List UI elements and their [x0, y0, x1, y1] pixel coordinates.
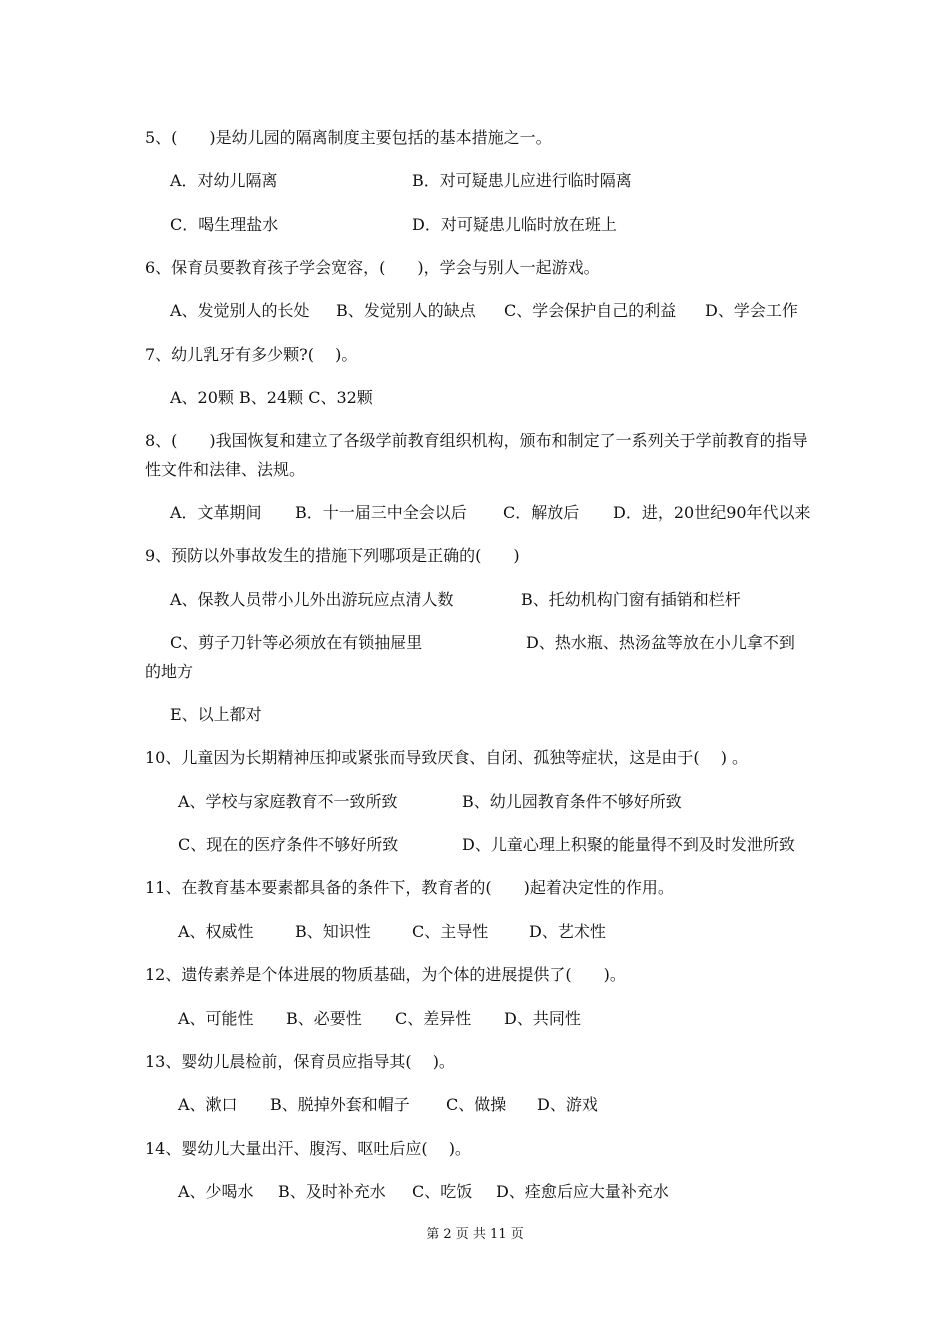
q5-option-d: D．对可疑患儿临时放在班上	[412, 215, 617, 234]
q14-option-d: D、痊愈后应大量补充水	[496, 1182, 669, 1201]
question-9: 9、预防以外事故发生的措施下列哪项是正确的( )	[145, 546, 520, 565]
q14-option-b: B、及时补充水	[278, 1182, 386, 1201]
q13-option-a: A、漱口	[178, 1095, 238, 1114]
q9-option-d: D、热水瓶、热汤盆等放在小儿拿不到	[526, 633, 795, 652]
q9-option-b: B、托幼机构门窗有插销和栏杆	[521, 590, 741, 609]
page-number-footer: 第 2 页 共 11 页	[426, 1227, 524, 1242]
question-8: 8、( )我国恢复和建立了各级学前教育组织机构，颁布和制定了一系列关于学前教育的指导性文件和法律、法规。	[145, 431, 808, 479]
q7-options: A、20颗 B、24颗 C、32颗	[170, 388, 373, 407]
q9-option-e: E、以上都对	[170, 705, 262, 724]
q10-option-c: C、现在的医疗条件不够好所致	[178, 835, 399, 854]
q13-option-c: C、做操	[446, 1095, 507, 1114]
q11-option-c: C、主导性	[412, 922, 489, 941]
q5-option-b: B．对可疑患儿应进行临时隔离	[412, 171, 632, 190]
question-12: 12、遗传素养是个体进展的物质基础，为个体的进展提供了( )。	[145, 965, 626, 984]
q13-option-d: D、游戏	[537, 1095, 598, 1114]
q9-option-c: C、剪子刀针等必须放在有锁抽屉里	[170, 633, 423, 652]
q12-option-c: C、差异性	[395, 1009, 472, 1028]
q12-option-a: A、可能性	[178, 1009, 254, 1028]
q12-option-b: B、必要性	[286, 1009, 362, 1028]
q12-option-d: D、共同性	[504, 1009, 581, 1028]
q11-option-a: A、权威性	[178, 922, 254, 941]
question-10: 10、儿童因为长期精神压抑或紧张而导致厌食、自闭、孤独等症状，这是由于( ) 。	[145, 748, 749, 767]
question-14: 14、婴幼儿大量出汗、腹泻、呕吐后应( )。	[145, 1139, 471, 1158]
q5-option-c: C．喝生理盐水	[170, 215, 279, 234]
q8-option-b: B．十一届三中全会以后	[295, 503, 467, 522]
q5-option-a: A．对幼儿隔离	[170, 171, 278, 190]
q14-option-a: A、少喝水	[178, 1182, 254, 1201]
q10-option-d: D、儿童心理上积聚的能量得不到及时发泄所致	[462, 835, 795, 854]
question-5: 5、( )是幼儿园的隔离制度主要包括的基本措施之一。	[145, 128, 552, 147]
q10-option-b: B、幼儿园教育条件不够好所致	[462, 792, 682, 811]
q6-option-c: C、学会保护自己的利益	[504, 301, 677, 320]
q11-option-d: D、艺术性	[529, 922, 606, 941]
q8-option-d: D．进，20世纪90年代以来	[613, 503, 811, 522]
q13-option-b: B、脱掉外套和帽子	[270, 1095, 410, 1114]
q14-option-c: C、吃饭	[412, 1182, 473, 1201]
q6-option-b: B、发觉别人的缺点	[336, 301, 476, 320]
question-7: 7、幼儿乳牙有多少颗?( )。	[145, 345, 358, 364]
q6-option-d: D、学会工作	[705, 301, 798, 320]
q9-option-d-continued: 的地方	[145, 662, 194, 681]
q9-option-a: A、保教人员带小儿外出游玩应点清人数	[170, 590, 454, 609]
question-6: 6、保育员要教育孩子学会宽容，( )，学会与别人一起游戏。	[145, 258, 600, 277]
q8-option-a: A．文革期间	[170, 503, 262, 522]
q10-option-a: A、学校与家庭教育不一致所致	[178, 792, 398, 811]
q6-option-a: A、发觉别人的长处	[170, 301, 310, 320]
q8-option-c: C．解放后	[503, 503, 580, 522]
question-11: 11、在教育基本要素都具备的条件下，教育者的( )起着决定性的作用。	[145, 878, 674, 897]
question-13: 13、婴幼儿晨检前，保育员应指导其( )。	[145, 1052, 455, 1071]
q11-option-b: B、知识性	[295, 922, 371, 941]
